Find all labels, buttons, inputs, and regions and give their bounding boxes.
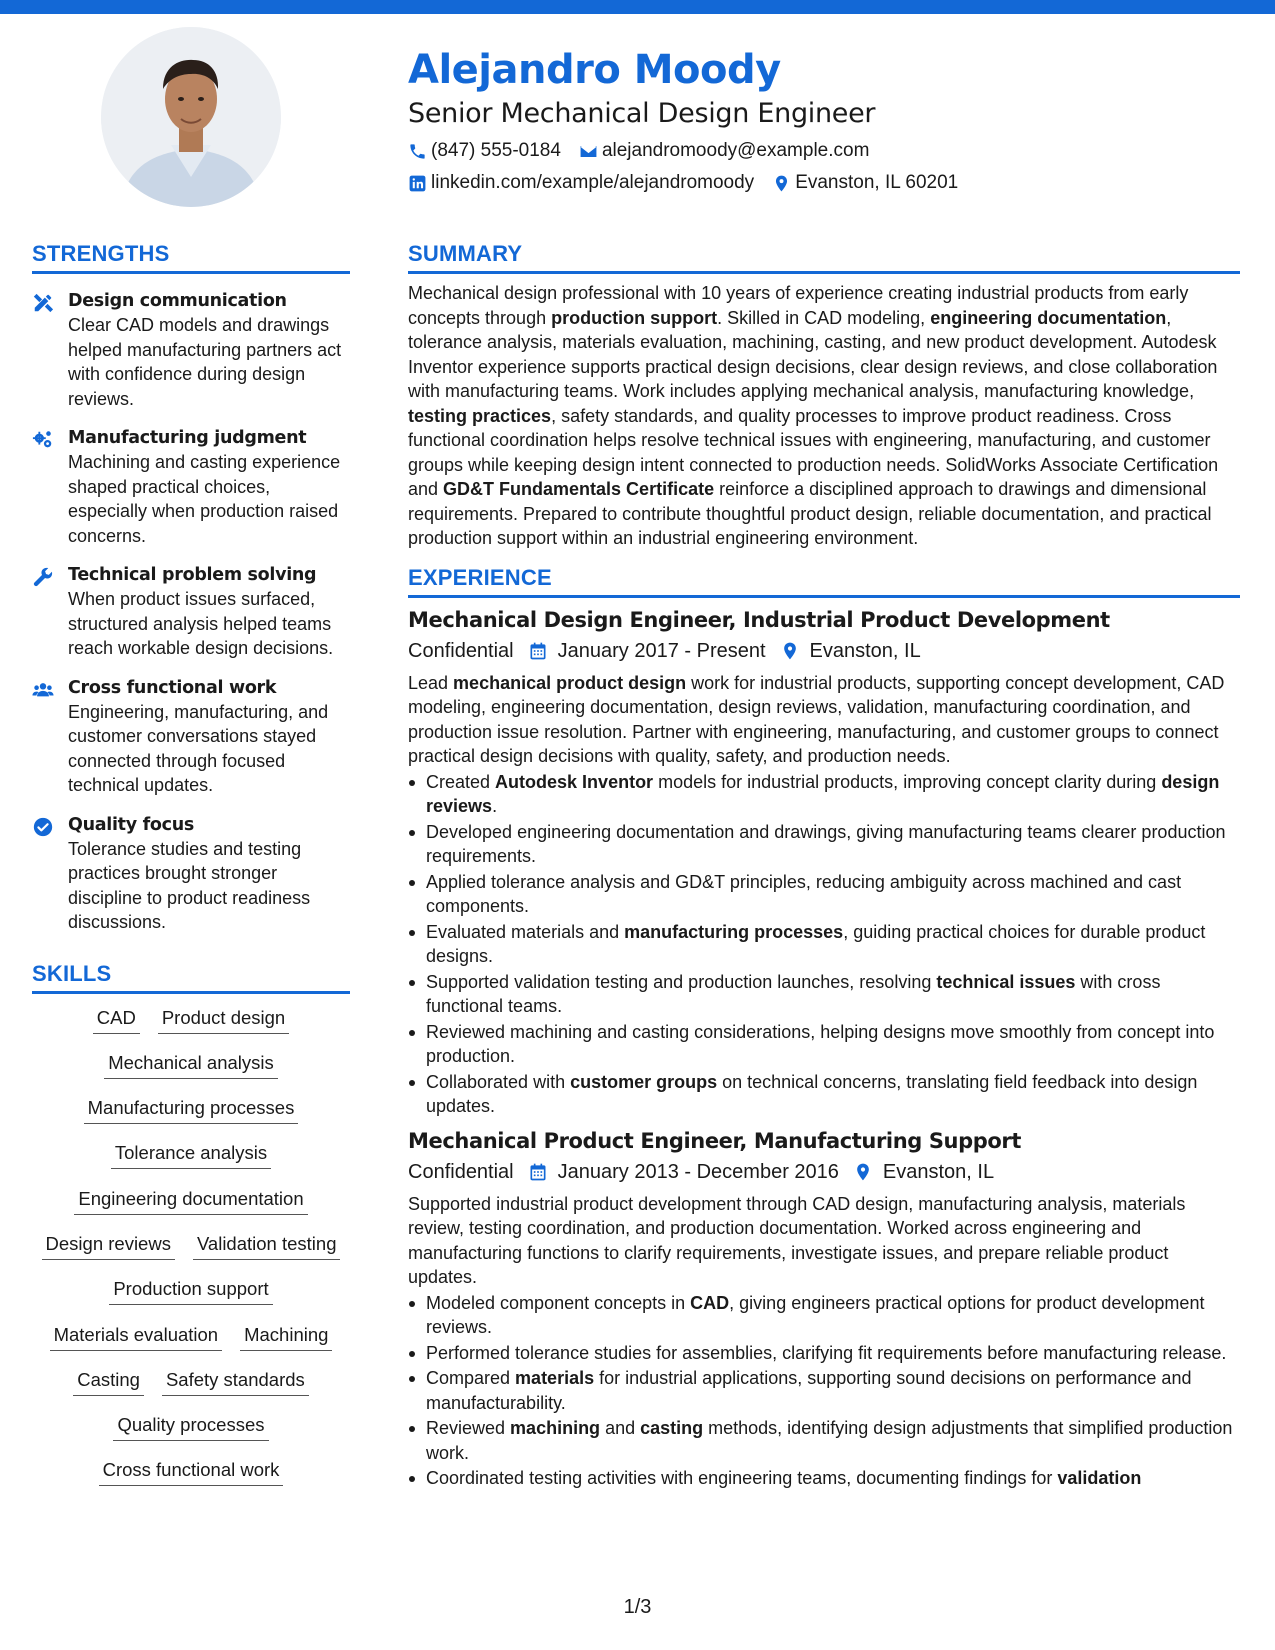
job-title: Mechanical Product Engineer, Manufacturing Support	[408, 1128, 1021, 1153]
skill-tag: Design reviews	[42, 1230, 175, 1260]
strength-title: Design communication	[68, 291, 287, 311]
summary-highlight: GD&T Fundamentals Certificate	[443, 479, 715, 499]
left-column	[32, 240, 350, 1502]
strength-item	[32, 426, 350, 548]
skill-tag: Quality processes	[113, 1411, 268, 1441]
desc-part: Lead	[408, 672, 454, 693]
strength-desc: Tolerance studies and testing practices brought stronger discipline to product readiness discussions.	[68, 838, 311, 932]
job-title: Mechanical Design Engineer, Industrial Product Development	[408, 607, 1110, 632]
resume-header	[408, 44, 1238, 196]
job-location-text: Evanston, IL	[809, 639, 921, 662]
desc-highlight: mechanical product design	[453, 672, 687, 693]
bullet-part: for industrial applications, supporting sound decisions on performance and manufacturability.	[426, 1368, 1192, 1413]
skill-tag: Machining	[240, 1321, 332, 1351]
job-dates-text: January 2013 - December 2016	[557, 1160, 839, 1183]
contact-row-1	[408, 138, 1238, 164]
bullet-item	[408, 1366, 1240, 1415]
bullet-part: Performed tolerance studies for assemblies, clarifying fit requirements before manufacturing release.	[426, 1342, 1227, 1363]
bullet-part: Applied tolerance analysis and GD&T principles, reducing ambiguity across machined and cast components.	[426, 871, 1182, 916]
linkedin-item[interactable]	[408, 170, 754, 196]
email-item[interactable]	[579, 138, 869, 164]
profile-photo	[101, 27, 281, 207]
bullet-part: Developed engineering documentation and drawings, giving manufacturing teams clearer production requirements.	[426, 821, 1226, 866]
summary-highlight: testing practices	[408, 405, 552, 426]
bullet-highlight: casting	[640, 1418, 704, 1438]
job-location	[853, 1157, 994, 1187]
bullet-item	[408, 970, 1240, 1019]
strength-item	[32, 676, 350, 798]
skills-heading: SKILLS	[32, 960, 350, 994]
strength-item	[32, 563, 350, 661]
desc-part: Supported industrial product development through CAD design, manufacturing analysis, materials review, testing coordination, and production documentation. Worked across engineering and manufacturing functions to clarify requirements, investigate issues, and prepare reliable product updates.	[408, 1193, 1186, 1287]
bullet-item	[408, 1020, 1240, 1069]
skill-tag: Manufacturing processes	[84, 1094, 299, 1124]
strength-item	[32, 289, 350, 411]
bullet-part: , guiding practical choices for durable product designs.	[426, 921, 1206, 966]
job-location	[780, 636, 921, 666]
top-accent-bar	[0, 0, 1275, 14]
bullet-part: Evaluated materials and	[426, 921, 625, 942]
bullet-highlight: customer groups	[570, 1071, 718, 1092]
bullet-part: and	[600, 1418, 641, 1438]
job-dates	[528, 1157, 839, 1187]
summary-part: reinforce a disciplined approach to drawings and dimensional requirements. Prepared to contribute thoughtful product design, reliable documentation, and practical production support within an industrial engineering environment.	[408, 479, 1212, 548]
map-pin-icon	[772, 174, 791, 193]
bullet-part: Collaborated with	[426, 1071, 571, 1092]
summary-heading: SUMMARY	[408, 240, 1240, 274]
right-column	[408, 240, 1240, 1492]
summary-text	[408, 281, 1240, 551]
bullet-part: Modeled component concepts in	[426, 1292, 691, 1313]
skills-list	[32, 1004, 350, 1502]
summary-part: Mechanical design professional with 10 years of experience creating industrial products from early concepts through	[408, 283, 1189, 328]
experience-heading: EXPERIENCE	[408, 564, 1240, 598]
job-dates	[528, 636, 766, 666]
strength-desc: Clear CAD models and drawings helped manufacturing partners act with confidence during design reviews.	[68, 315, 342, 409]
skill-tag: Mechanical analysis	[104, 1049, 278, 1079]
bullet-part: Reviewed	[426, 1418, 511, 1438]
bullet-part: Compared	[426, 1368, 516, 1388]
phone-icon	[408, 142, 427, 161]
page-number: 1/3	[623, 1596, 652, 1618]
bullet-highlight: technical issues	[936, 971, 1076, 992]
strength-item	[32, 813, 350, 935]
calendar-icon	[528, 1162, 548, 1182]
bullet-highlight: manufacturing processes	[624, 921, 844, 942]
summary-part: . Skilled in CAD modeling,	[717, 307, 931, 328]
map-pin-icon	[853, 1162, 873, 1182]
desc-part: work for industrial products, supporting concept development, CAD modeling, engineering documentation, design reviews, validation, manufacturing coordination, and production issue resolution. Partner with engineering, manufacturing, and customer groups to connect practical design decisions with quality, safety, and production needs.	[408, 672, 1225, 766]
skill-tag: CAD	[93, 1004, 140, 1034]
bullet-highlight: machining	[510, 1418, 601, 1438]
candidate-name: Alejandro Moody	[408, 47, 781, 93]
skill-tag: Production support	[109, 1275, 272, 1305]
skill-tag: Materials evaluation	[50, 1321, 223, 1351]
strength-desc: Engineering, manufacturing, and customer conversations stayed connected through focused technical updates.	[68, 701, 329, 795]
linkedin-text: linkedin.com/example/alejandromoody	[431, 172, 755, 193]
job-meta	[408, 1157, 1240, 1187]
bullet-highlight: validation	[1057, 1468, 1142, 1488]
skill-tag: Product design	[158, 1004, 289, 1034]
skill-tag: Tolerance analysis	[111, 1139, 271, 1169]
bullet-item	[408, 770, 1240, 819]
summary-part: , tolerance analysis, materials evaluation, machining, casting, and new product development. Autodesk Inventor experience supports practical design decisions, clear design reviews, and close collaboration with manufacturing teams. Work includes applying mechanical analysis, manufacturing knowledge,	[408, 307, 1218, 401]
bullet-highlight: materials	[515, 1368, 595, 1388]
contact-row-2	[408, 170, 1238, 196]
job-meta	[408, 636, 1240, 666]
strength-title: Cross functional work	[68, 677, 277, 698]
bullet-highlight: design reviews	[426, 771, 1220, 816]
strength-title: Manufacturing judgment	[68, 428, 307, 448]
job-entry	[408, 1126, 1240, 1491]
summary-highlight: engineering documentation	[930, 307, 1167, 328]
candidate-role: Senior Mechanical Design Engineer	[408, 98, 876, 129]
skill-tag: Cross functional work	[99, 1456, 284, 1486]
bullet-item	[408, 820, 1240, 869]
bullet-item	[408, 1070, 1240, 1119]
job-bullets	[408, 770, 1240, 1119]
job-description	[408, 671, 1240, 769]
location-item	[772, 170, 958, 196]
phone-item[interactable]	[408, 138, 561, 164]
job-location-text: Evanston, IL	[882, 1160, 995, 1183]
pencil-ruler-icon	[32, 292, 54, 314]
bullet-part: methods, identifying design adjustments that simplified production work.	[426, 1418, 1233, 1463]
gears-icon	[32, 429, 54, 451]
strength-desc: Machining and casting experience shaped practical choices, especially when production raised concerns.	[68, 452, 341, 546]
phone-text: (847) 555-0184	[431, 140, 561, 161]
users-icon	[32, 679, 54, 701]
linkedin-icon	[408, 174, 427, 193]
bullet-item	[408, 920, 1240, 969]
bullet-part: Coordinated testing activities with engineering teams, documenting findings for	[426, 1468, 1058, 1488]
strength-title: Technical problem solving	[68, 565, 317, 585]
skill-tag: Safety standards	[162, 1366, 309, 1396]
bullet-part: with cross functional teams.	[426, 971, 1161, 1016]
bullet-part: Supported validation testing and production launches, resolving	[426, 971, 937, 992]
bullet-item	[408, 870, 1240, 919]
map-pin-icon	[780, 641, 800, 661]
bullet-item	[408, 1341, 1240, 1366]
bullet-item	[408, 1466, 1240, 1491]
bullet-highlight: CAD	[690, 1292, 730, 1313]
bullet-part: Reviewed machining and casting considerations, helping designs move smoothly from concept into production.	[426, 1021, 1215, 1066]
skill-tag: Engineering documentation	[74, 1185, 307, 1215]
bullet-part: , giving engineers practical options for product development reviews.	[426, 1292, 1205, 1337]
job-bullets	[408, 1291, 1240, 1491]
job-dates-text: January 2017 - Present	[557, 639, 766, 662]
bullet-part: on technical concerns, translating field feedback into design updates.	[426, 1071, 1198, 1116]
summary-highlight: production support	[551, 307, 718, 328]
envelope-icon	[579, 142, 598, 161]
wrench-icon	[32, 566, 54, 588]
job-description	[408, 1192, 1240, 1290]
avatar	[101, 27, 281, 207]
calendar-icon	[528, 641, 548, 661]
check-circle-icon	[32, 816, 54, 838]
strength-title: Quality focus	[68, 814, 194, 835]
bullet-part: .	[492, 796, 498, 816]
skill-tag: Casting	[73, 1366, 144, 1396]
summary-part: , safety standards, and quality processes to improve product readiness. Cross functional coordination helps resolve technical issues with engineering, manufacturing, and customer groups while keeping design intent connected to production needs. SolidWorks Associate Certification and	[408, 405, 1219, 499]
email-text: alejandromoody@example.com	[601, 140, 870, 161]
strengths-heading: STRENGTHS	[32, 240, 350, 274]
company-name: Confidential	[408, 639, 514, 662]
job-entry	[408, 605, 1240, 1119]
bullet-part: models for industrial products, improving concept clarity during	[653, 771, 1162, 792]
company-name: Confidential	[408, 1160, 514, 1183]
strength-desc: When product issues surfaced, structured analysis helped teams reach workable design decisions.	[68, 589, 334, 658]
bullet-part: Created	[426, 771, 496, 792]
bullet-highlight: Autodesk Inventor	[495, 771, 654, 792]
location-text: Evanston, IL 60201	[795, 172, 959, 193]
bullet-item	[408, 1291, 1240, 1340]
skill-tag: Validation testing	[193, 1230, 341, 1260]
bullet-item	[408, 1416, 1240, 1465]
